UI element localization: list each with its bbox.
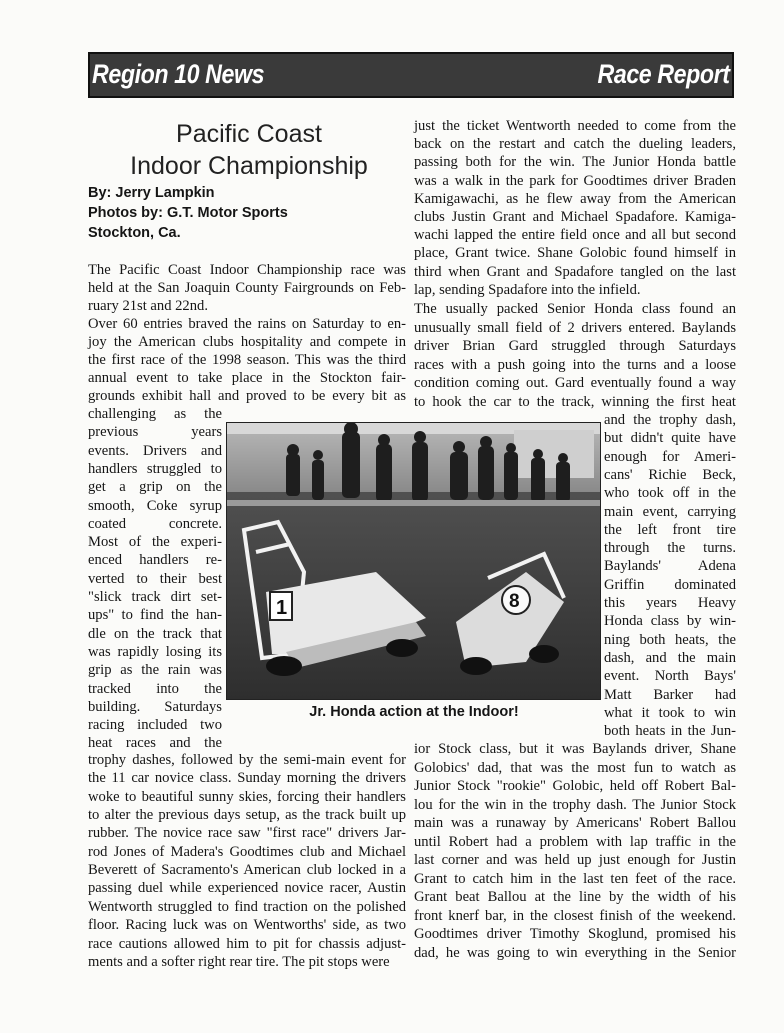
article-text-line: through the turns. bbox=[604, 540, 736, 557]
article-text-line: Wentworth struggled to find traction on the polished bbox=[88, 898, 406, 915]
photo-caption: Jr. Honda action at the Indoor! bbox=[309, 704, 519, 720]
article-text-line: building. Saturdays bbox=[88, 698, 222, 715]
article-text-line: dad, he was going to win everything in the Senior bbox=[414, 944, 736, 961]
article-text-line: this years Heavy bbox=[604, 595, 736, 611]
article-text-line: enough for Ameri- bbox=[604, 448, 736, 465]
article-text-line: to hook the car to the track, winning the first heat bbox=[414, 393, 736, 410]
article-text-line: grip as the rain was bbox=[88, 662, 222, 679]
article-text-line: smooth, Coke syrup bbox=[88, 497, 222, 514]
article-text-line: until Robert had a problem with lap traffic in the bbox=[414, 833, 736, 850]
article-text-line: handlers struggled to bbox=[88, 460, 222, 477]
article-text-line: was a walk in the park for Goodtimes driver Braden bbox=[414, 172, 736, 189]
article-text-line: to alter the previous days setup, as the track built up bbox=[88, 807, 406, 824]
article-text-line: unusually small field of 2 drivers entered. Baylands bbox=[414, 319, 736, 336]
article-text-line: woke to beautiful sunny skies, forcing their handlers bbox=[88, 788, 406, 805]
kart-two-number: 8 bbox=[509, 591, 520, 612]
article-text-line: Junior Stock "rookie" Golobic, held off Robert Bal- bbox=[414, 778, 736, 794]
article-text-line: annual event to take place in the Stockton fair- bbox=[88, 370, 406, 386]
article-text-line: The Pacific Coast Indoor Championship race was bbox=[88, 262, 406, 278]
location-line: Stockton, Ca. bbox=[88, 225, 181, 241]
article-text-line: just the ticket Wentworth needed to come from the bbox=[414, 118, 736, 134]
article-text-line: race cautions allowed him to pit for chassis adjust- bbox=[88, 935, 406, 952]
race-photo bbox=[226, 422, 601, 700]
article-text-line: place, Grant twice. Shane Golobic found himself in bbox=[414, 245, 736, 262]
article-text-line: Golobics' dad, that was the most fun to watch as bbox=[414, 759, 736, 776]
article-text-line: held at the San Joaquin County Fairgrounds on Feb- bbox=[88, 280, 406, 296]
article-text-line: grounds exhibit hall and proved to be every bit as bbox=[88, 388, 406, 404]
article-text-line: ning both heats, the bbox=[604, 631, 736, 648]
article-text-line: tracked into the bbox=[88, 680, 222, 697]
article-text-line: The usually packed Senior Honda class found an bbox=[414, 301, 736, 317]
article-text-line: coated concrete. bbox=[88, 515, 222, 532]
article-text-line: Honda class by win- bbox=[604, 613, 736, 630]
article-text-line: previous years bbox=[88, 424, 222, 441]
article-text-line: challenging as the bbox=[88, 406, 222, 422]
article-text-line: races with a push going into the turns and a loose bbox=[414, 356, 736, 373]
article-text-line: back on the restart and catch the dueling leaders, bbox=[414, 136, 736, 153]
article-text-line: ups" to find the han- bbox=[88, 607, 222, 624]
byline bbox=[88, 183, 288, 243]
article-text-line: floor. Racing luck was on Wentworths' side, as two bbox=[88, 917, 406, 934]
article-text-line: Goodtimes driver Timothy Skoglund, promised his bbox=[414, 926, 736, 942]
race-report-label: Race Report bbox=[597, 59, 730, 89]
photo-credit-line: Photos by: G.T. Motor Sports bbox=[88, 205, 288, 221]
article-text-line: Grant beat Ballou at the line by the width of his bbox=[414, 889, 736, 905]
article-text-line: driver Brian Gard struggled through Saturdays bbox=[414, 338, 736, 354]
article-text-line: event. North Bays' bbox=[604, 668, 736, 685]
article-text-line: lou for the win in the trophy dash. The Junior Stock bbox=[414, 796, 736, 813]
article-text-line: the 11 car novice class. Sunday morning the drivers bbox=[88, 770, 406, 787]
article-text-line: but didn't quite have bbox=[604, 430, 736, 447]
article-text-line: third when Grant and Spadafore tangled on the last bbox=[414, 263, 736, 280]
article-text-line: the left front tire bbox=[604, 521, 736, 538]
article-text-line: trophy dashes, followed by the semi-main event for bbox=[88, 752, 406, 768]
article-text-line: passing duel while experienced novice racer, Austin bbox=[88, 880, 406, 897]
article-text-line: was rapidly losing its bbox=[88, 643, 222, 660]
article-text-line: ruary 21st and 22nd. bbox=[88, 298, 208, 314]
article-text-line: verted to their best bbox=[88, 570, 222, 587]
article-text-line: get a grip on the bbox=[88, 479, 222, 496]
title-line: Pacific Coast bbox=[176, 120, 322, 148]
photo-illustration bbox=[226, 422, 601, 700]
article-text-line: Griffin dominated bbox=[604, 576, 736, 593]
article-text-line: passing both for the win. The Junior Honda battle bbox=[414, 154, 736, 171]
article-text-line: events. Drivers and bbox=[88, 442, 222, 459]
title-line: Indoor Championship bbox=[130, 152, 368, 180]
article-text-line: who took off in the bbox=[604, 485, 736, 502]
article-text-line: enced handlers re- bbox=[88, 552, 222, 569]
article-text-line: rubber. The novice race saw "first race" drivers Jar- bbox=[88, 825, 406, 842]
article-text-line: Over 60 entries braved the rains on Saturday to en- bbox=[88, 316, 406, 332]
region-news-label: Region 10 News bbox=[92, 59, 265, 89]
article-text-line: the first race of the 1998 season. This was the third bbox=[88, 352, 406, 368]
article-text-line: what it took to win bbox=[604, 704, 736, 721]
article-text-line: Baylands' Adena bbox=[604, 558, 736, 575]
article-text-line: Grant to catch him in the last ten feet of the race. bbox=[414, 870, 736, 887]
article-text-line: cans' Richie Beck, bbox=[604, 466, 736, 483]
article-text-line: and the trophy dash, bbox=[604, 412, 736, 428]
article-text-line: both heats in the Jun- bbox=[604, 723, 736, 740]
article-text-line: racing included two bbox=[88, 717, 222, 734]
article-text-line: wachi lapped the entire field once and all but second bbox=[414, 227, 736, 244]
article-text-line: clubs Justin Grant and Michael Spadafore. Kamiga- bbox=[414, 209, 736, 225]
article-text-line: Most of the experi- bbox=[88, 534, 222, 551]
article-text-line: ior Stock class, but it was Baylands driver, Shane bbox=[414, 741, 736, 757]
section-banner bbox=[88, 52, 734, 98]
article-text-line: main event, carrying bbox=[604, 503, 736, 520]
article-text-line: lap, sending Spadafore into the infield. bbox=[414, 281, 641, 298]
kart-one-number: 1 bbox=[276, 597, 288, 619]
article-text-line: "slick track dirt set- bbox=[88, 589, 222, 605]
article-text-line: Kamigawachi, as he flew away from the American bbox=[414, 190, 736, 207]
article-text-line: heat races and the bbox=[88, 735, 222, 752]
article-text-line: joy the American clubs hospitality and compete in bbox=[88, 334, 406, 350]
article-text-line: dash, and the main bbox=[604, 649, 736, 666]
article-text-line: front knerf bar, in the closest finish of the weekend. bbox=[414, 907, 736, 924]
article-text-line: ments and a softer right rear tire. The pit stops were bbox=[88, 953, 390, 970]
article-text-line: last corner and was held up just enough for Justin bbox=[414, 852, 736, 868]
article-title bbox=[90, 118, 408, 182]
article-text-line: Matt Barker had bbox=[604, 686, 736, 703]
article-text-line: condition coming out. Gard eventually found a way bbox=[414, 375, 736, 391]
article-text-line: main was a runaway by Americans' Robert Ballou bbox=[414, 815, 736, 831]
article-text-line: Beverett of Sacramento's American club locked in a bbox=[88, 862, 406, 879]
article-text-line: rod Jones of Madera's Goodtimes club and Michael bbox=[88, 843, 406, 860]
author-line: By: Jerry Lampkin bbox=[88, 185, 215, 201]
article-text-line: dle on the track that bbox=[88, 625, 222, 642]
